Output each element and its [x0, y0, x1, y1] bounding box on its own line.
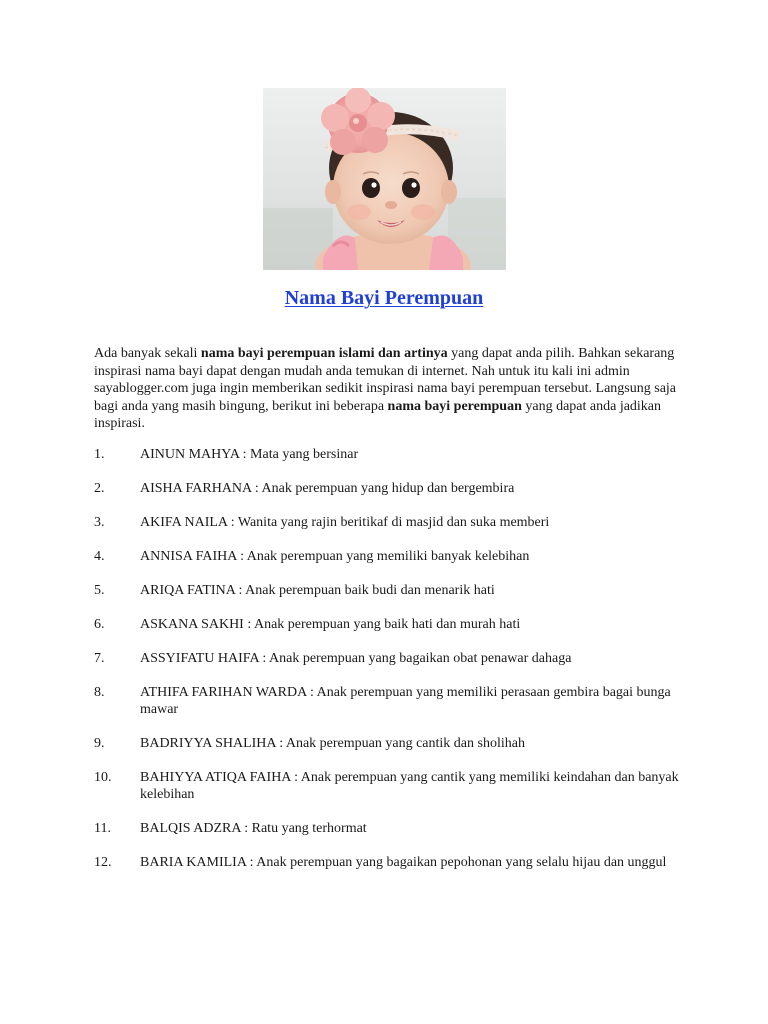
list-item — [0, 650, 680, 667]
list-text: ANNISA FAIHA : Anak perempuan yang memiliki banyak kelebihan — [140, 549, 530, 564]
list-number: 9. — [94, 736, 105, 751]
list-text: ARIQA FATINA : Anak perempuan baik budi dan menarik hati — [140, 583, 495, 598]
list-item — [0, 684, 680, 718]
list-number: 4. — [94, 549, 105, 564]
list-item — [0, 514, 680, 531]
baby-photo — [263, 88, 506, 270]
list-number: 12. — [94, 855, 112, 870]
list-item — [0, 616, 680, 633]
title-link[interactable]: Nama Bayi Perempuan — [284, 287, 484, 309]
page-title — [0, 287, 768, 310]
list-item — [0, 480, 680, 497]
list-number: 1. — [94, 447, 105, 462]
list-number: 2. — [94, 481, 105, 496]
list-number: 11. — [94, 821, 111, 836]
intro-text-3: yang dapat anda jadikan inspirasi. — [94, 398, 662, 431]
list-text: BADRIYYA SHALIHA : Anak perempuan yang cantik dan sholihah — [140, 736, 525, 751]
list-number: 3. — [94, 515, 105, 530]
intro-paragraph — [94, 345, 684, 433]
list-item — [0, 446, 680, 463]
list-text: BALQIS ADZRA : Ratu yang terhormat — [140, 821, 367, 836]
list-item — [0, 735, 680, 752]
list-text: AKIFA NAILA : Wanita yang rajin beritikaf di masjid dan suka memberi — [140, 515, 550, 530]
list-text: ASSYIFATU HAIFA : Anak perempuan yang bagaikan obat penawar dahaga — [140, 651, 572, 666]
list-item — [0, 820, 680, 837]
intro-text-1: Ada banyak sekali — [94, 346, 201, 361]
list-text: ATHIFA FARIHAN WARDA : Anak perempuan yang memiliki perasaan gembira bagai bunga mawar — [140, 685, 671, 717]
list-text: ASKANA SAKHI : Anak perempuan yang baik hati dan murah hati — [140, 617, 521, 632]
list-number: 5. — [94, 583, 105, 598]
list-number: 10. — [94, 770, 112, 785]
intro-bold-2: nama bayi perempuan — [387, 398, 522, 414]
list-number: 8. — [94, 685, 105, 700]
intro-text-2: yang dapat anda pilih. Bahkan sekarang inspirasi nama bayi dapat dengan mudah anda temukan di internet. Nah untuk itu kali ini admin sayablogger.com juga ingin memberikan sedikit inspirasi nama bayi perempuan tersebut. Langsung saja bagi anda yang masih bingung, berikut ini beberapa — [94, 346, 677, 414]
list-number: 7. — [94, 651, 105, 666]
list-item — [0, 548, 680, 565]
list-item — [0, 854, 680, 871]
list-number: 6. — [94, 617, 105, 632]
intro-bold-1: nama bayi perempuan islami dan artinya — [200, 346, 448, 361]
list-text: AISHA FARHANA : Anak perempuan yang hidup dan bergembira — [140, 481, 515, 496]
names-list — [0, 446, 768, 888]
list-item — [0, 582, 680, 599]
list-text: BAHIYYA ATIQA FAIHA : Anak perempuan yang cantik yang memiliki keindahan dan banyak kelebihan — [140, 770, 679, 802]
list-text: BARIA KAMILIA : Anak perempuan yang bagaikan pepohonan yang selalu hijau dan unggul — [140, 855, 667, 870]
list-item — [0, 769, 680, 803]
list-text: AINUN MAHYA : Mata yang bersinar — [140, 447, 359, 462]
